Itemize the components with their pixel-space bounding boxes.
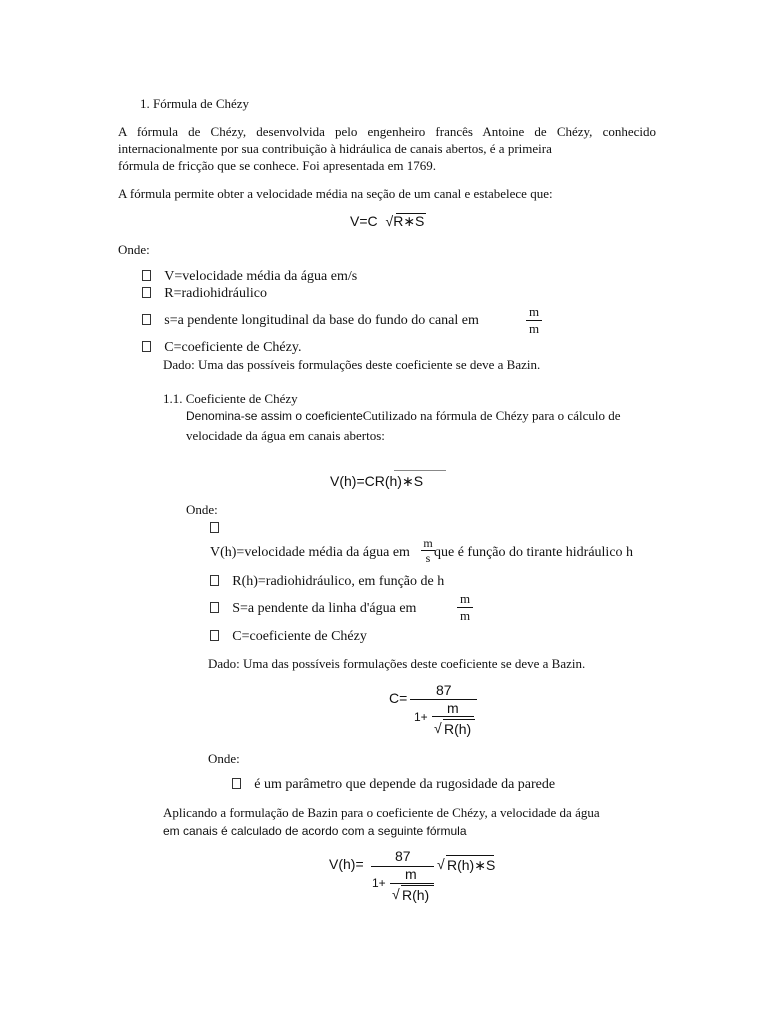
bazin-inner-fraction-bar xyxy=(432,716,474,717)
coeficiente-description-line-2: velocidade da água em canais abertos: xyxy=(186,428,385,443)
chezy-formula-h-radicand: (h)∗S xyxy=(384,473,424,489)
sqrt-overbar xyxy=(443,719,475,720)
fraction-numerator: m xyxy=(423,536,433,550)
sqrt-symbol-icon: √ xyxy=(434,720,442,736)
subsection-heading-coeficiente: 1.1. Coeficiente de Chézy xyxy=(163,391,298,406)
apply-paragraph-line-1: Aplicando a formulação de Bazin para o coeficiente de Chézy, a velocidade da água xyxy=(163,805,600,820)
bazin-formula-left: C= xyxy=(389,690,408,706)
dado-bazin-note: Dado: Uma das possíveis formulações deste coeficiente se deve a Bazin. xyxy=(163,357,541,372)
item-raio-hidraulico: R=radiohidráulico xyxy=(164,286,268,301)
item-velocidade: V=velocidade média da água em/s xyxy=(164,269,358,284)
sqrt-overbar xyxy=(401,885,434,886)
intro-paragraph-line-2: internacionalmente por sua contribuição à hidráulica de canais abertos, é a primeira xyxy=(118,141,552,156)
list-item xyxy=(142,339,301,356)
bullet-box-icon xyxy=(142,270,151,281)
final-inner-fraction-bar xyxy=(390,883,434,884)
onde-label-3: Onde: xyxy=(208,751,240,766)
item-velocidade-h-part-2: que é função do tirante hidráulico h xyxy=(434,545,634,560)
sqrt-overbar xyxy=(394,470,446,471)
bullet-box-icon xyxy=(142,287,151,298)
chezy-formula-radicand: R∗S xyxy=(393,213,425,229)
bullet-box-icon xyxy=(142,341,151,352)
chezy-formula-h-left: V(h)=CR xyxy=(330,473,385,489)
final-formula-left: V(h)= xyxy=(329,856,364,872)
empty-list-item xyxy=(210,520,219,536)
list-item xyxy=(210,600,416,617)
final-numerator: 87 xyxy=(395,848,411,864)
sqrt-symbol-icon: √ xyxy=(385,213,394,229)
list-item xyxy=(210,573,444,590)
onde-label: Onde: xyxy=(118,242,150,257)
bullet-box-icon xyxy=(210,630,219,641)
dado-bazin-note-2: Dado: Uma das possíveis formulações deste coeficiente se deve a Bazin. xyxy=(208,656,586,671)
item-coeficiente-chezy: C=coeficiente de Chézy xyxy=(232,629,367,644)
list-item xyxy=(210,628,367,645)
intro-paragraph-line-1: A fórmula de Chézy, desenvolvida pelo engenheiro francês Antoine de Chézy, conhecido xyxy=(118,124,656,139)
apply-paragraph-line-2: em canais é calculado de acordo com a seguinte fórmula xyxy=(163,824,467,838)
item-coeficiente: C=coeficiente de Chézy. xyxy=(164,340,302,355)
list-item xyxy=(142,268,357,285)
bullet-box-icon xyxy=(232,778,241,789)
sqrt-symbol-icon: √ xyxy=(392,886,400,902)
section-heading-formula-chezy: 1. Fórmula de Chézy xyxy=(140,96,250,111)
final-main-fraction-bar xyxy=(371,866,434,867)
bullet-box-icon xyxy=(210,522,219,533)
bullet-box-icon xyxy=(210,575,219,586)
bazin-main-fraction-bar xyxy=(410,699,477,700)
sqrt-symbol-icon: √ xyxy=(437,856,445,872)
final-inner-numerator: m xyxy=(405,866,417,882)
fraction-denominator: m xyxy=(528,321,540,336)
units-fraction-m-over-m xyxy=(526,305,542,336)
units-fraction-m-over-m xyxy=(457,592,473,623)
bullet-box-icon xyxy=(142,314,151,325)
item-parametro-rugosidade: é um parâmetro que depende da rugosidade da parede xyxy=(254,777,556,792)
item-velocidade-h-part-1: V(h)=velocidade média da água em xyxy=(210,545,410,560)
chezy-formula xyxy=(350,213,424,229)
list-item xyxy=(142,312,479,329)
fraction-numerator: m xyxy=(459,591,471,606)
final-tail-radicand: R(h)∗S xyxy=(447,857,496,873)
item-pendente-linha: S=a pendente da linha d'água em xyxy=(232,601,417,616)
final-inner-radicand: R(h) xyxy=(402,887,430,903)
bazin-denominator-prefix: 1+ xyxy=(414,710,428,724)
bullet-box-icon xyxy=(210,602,219,613)
onde-label-2: Onde: xyxy=(186,502,218,517)
bazin-inner-radicand: R(h) xyxy=(444,721,472,737)
list-item xyxy=(232,776,555,793)
formula-intro-paragraph: A fórmula permite obter a velocidade média na seção de um canal e estabelece que: xyxy=(118,186,553,201)
sqrt-overbar xyxy=(446,855,494,856)
final-denominator-prefix: 1+ xyxy=(372,876,386,890)
item-pendente: s=a pendente longitudinal da base do fundo do canal em xyxy=(164,313,479,328)
item-raio-hidraulico-h: R(h)=radiohidráulico, em função de h xyxy=(232,574,445,589)
bazin-inner-numerator: m xyxy=(447,700,459,716)
description-part-1: Denomina-se assim o coeficiente xyxy=(186,409,363,423)
sqrt-overbar xyxy=(396,213,426,214)
intro-paragraph-line-3: fórmula de fricção que se conhece. Foi apresentada em 1769. xyxy=(118,158,437,173)
fraction-numerator: m xyxy=(528,304,540,319)
list-item xyxy=(142,285,267,302)
units-fraction-m-over-s xyxy=(421,537,435,564)
description-part-2: Cutilizado na fórmula de Chézy para o cálculo de xyxy=(362,408,621,423)
chezy-formula-left: V=C xyxy=(350,213,378,229)
chezy-formula-h xyxy=(330,473,423,489)
bazin-numerator: 87 xyxy=(436,682,452,698)
coeficiente-description-line-1 xyxy=(186,408,620,424)
fraction-denominator: m xyxy=(459,608,471,623)
fraction-denominator: s xyxy=(425,551,431,565)
